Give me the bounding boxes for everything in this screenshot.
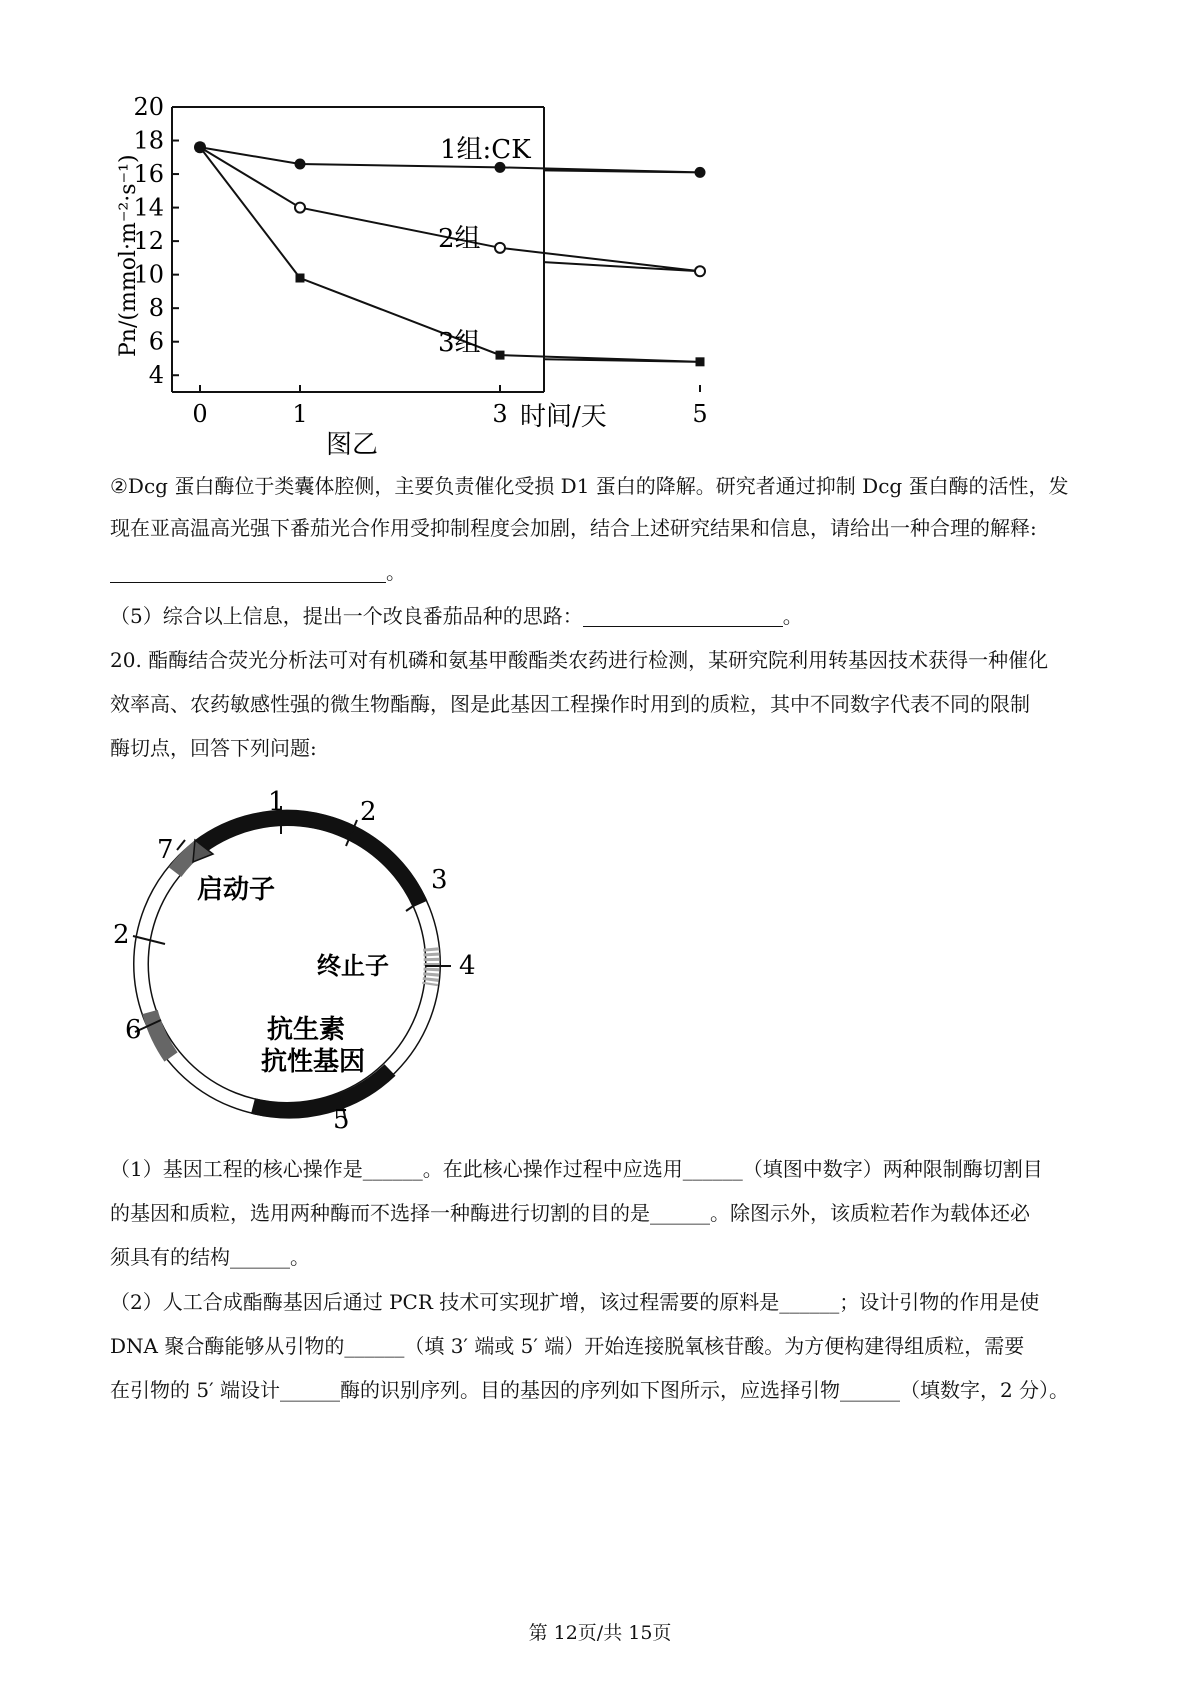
site-label-4: 4 xyxy=(459,951,476,981)
subquestion-2-line-1: （2）人工合成酯酶基因后通过 PCR 技术可实现扩增，该过程需要的原料是______；设计引物的作用是使 xyxy=(110,1290,1040,1314)
site-label-1: 1 xyxy=(268,787,285,817)
page-footer: 第 12页/共 15页 xyxy=(528,1622,672,1644)
text-line-2: 现在亚高温高光强下番茄光合作用受抑制程度会加剧，结合上述研究结果和信息，请给出一种合理的解释: xyxy=(110,516,1037,540)
data-point-square xyxy=(696,357,705,366)
resistance-label-2: 抗性基因 xyxy=(261,1047,366,1077)
data-point-open-circle xyxy=(695,266,705,276)
x-tick-label: 1 xyxy=(292,400,308,428)
series-label-3: 3组 xyxy=(438,328,481,358)
line-chart-pn xyxy=(100,93,708,465)
site-label-5: 5 xyxy=(333,1105,350,1135)
question-5-text: （5）综合以上信息，提出一个改良番茄品种的思路： xyxy=(110,604,583,628)
y-tick-label: 20 xyxy=(133,93,164,121)
data-point-filled-circle xyxy=(295,159,306,170)
question-20-line-3: 酶切点，回答下列问题: xyxy=(110,736,317,760)
site-label-3: 3 xyxy=(431,865,448,895)
data-point-open-circle xyxy=(495,243,505,253)
series-label-2: 2组 xyxy=(438,224,481,254)
x-tick-label: 0 xyxy=(192,400,208,428)
y-tick-label: 6 xyxy=(148,327,164,356)
blank-period: 。 xyxy=(386,560,406,584)
question-20-line-1: 20. 酯酶结合荧光分析法可对有机磷和氨基甲酸酯类农药进行检测，某研究院利用转基因技术获得一种催化 xyxy=(110,648,1049,672)
text-line-1: ②Dcg 蛋白酶位于类囊体腔侧，主要负责催化受损 D1 蛋白的降解。研究者通过抑制 Dcg 蛋白酶的活性，发 xyxy=(110,474,1069,498)
y-tick-label: 14 xyxy=(133,193,164,222)
site-label-2b: 2 xyxy=(113,920,130,950)
data-point-filled-circle xyxy=(695,167,706,178)
subquestion-1-line-2: 的基因和质粒，选用两种酶而不选择一种酶进行切割的目的是______。除图示外，该质粒若作为载体还必 xyxy=(110,1201,1030,1225)
data-point-square xyxy=(296,274,305,283)
site-tick-7 xyxy=(177,840,185,850)
plasmid-diagram xyxy=(105,780,505,1140)
y-tick-label: 16 xyxy=(133,160,164,189)
y-tick-label: 12 xyxy=(133,227,164,256)
answer-blank-line xyxy=(110,558,1100,586)
question-20-line-2: 效率高、农药敏感性强的微生物酯酶，图是此基因工程操作时用到的质粒，其中不同数字代表不同的限制 xyxy=(110,692,1030,716)
subquestion-1-line-1: （1）基因工程的核心操作是______。在此核心操作过程中应选用______（填图中数字）两种限制酶切割目 xyxy=(110,1157,1043,1181)
data-point-square xyxy=(196,143,205,152)
resistance-label-1: 抗生素 xyxy=(267,1015,346,1045)
answer-blank[interactable] xyxy=(110,562,386,583)
subquestion-2-line-2: DNA 聚合酶能够从引物的______（填 3′ 端或 5′ 端）开始连接脱氧核苷酸。为方便构建得组质粒，需要 xyxy=(110,1334,1025,1358)
promoter-label: 启动子 xyxy=(197,875,276,905)
site-label-6: 6 xyxy=(125,1015,142,1045)
question-5 xyxy=(110,602,1100,630)
site-label-2: 2 xyxy=(360,797,377,827)
question-5-period: 。 xyxy=(782,604,803,628)
y-tick-label: 18 xyxy=(133,126,164,155)
y-tick-label: 8 xyxy=(148,294,164,323)
chart-xlabel: 时间/天 xyxy=(520,402,607,432)
site-label-7: 7 xyxy=(157,835,174,865)
y-tick-label: 4 xyxy=(148,361,164,390)
figure-label: 图乙 xyxy=(326,430,379,460)
y-tick-label: 10 xyxy=(133,260,164,289)
chart-ylabel: Pn/(mmol·m⁻²·s⁻¹) xyxy=(116,154,141,357)
subquestion-1-line-3: 须具有的结构______。 xyxy=(110,1245,310,1269)
terminator-label: 终止子 xyxy=(317,951,389,980)
series-label-1: 1组:CK xyxy=(440,135,531,165)
data-point-square xyxy=(496,351,505,360)
x-tick-label: 3 xyxy=(492,400,508,428)
data-point-open-circle xyxy=(295,203,305,213)
subquestion-2-line-3: 在引物的 5′ 端设计______酶的识别序列。目的基因的序列如下图所示，应选择引物______（填数字，2 分）。 xyxy=(110,1378,1070,1402)
answer-blank[interactable] xyxy=(583,606,783,627)
x-tick-label: 5 xyxy=(692,400,708,428)
